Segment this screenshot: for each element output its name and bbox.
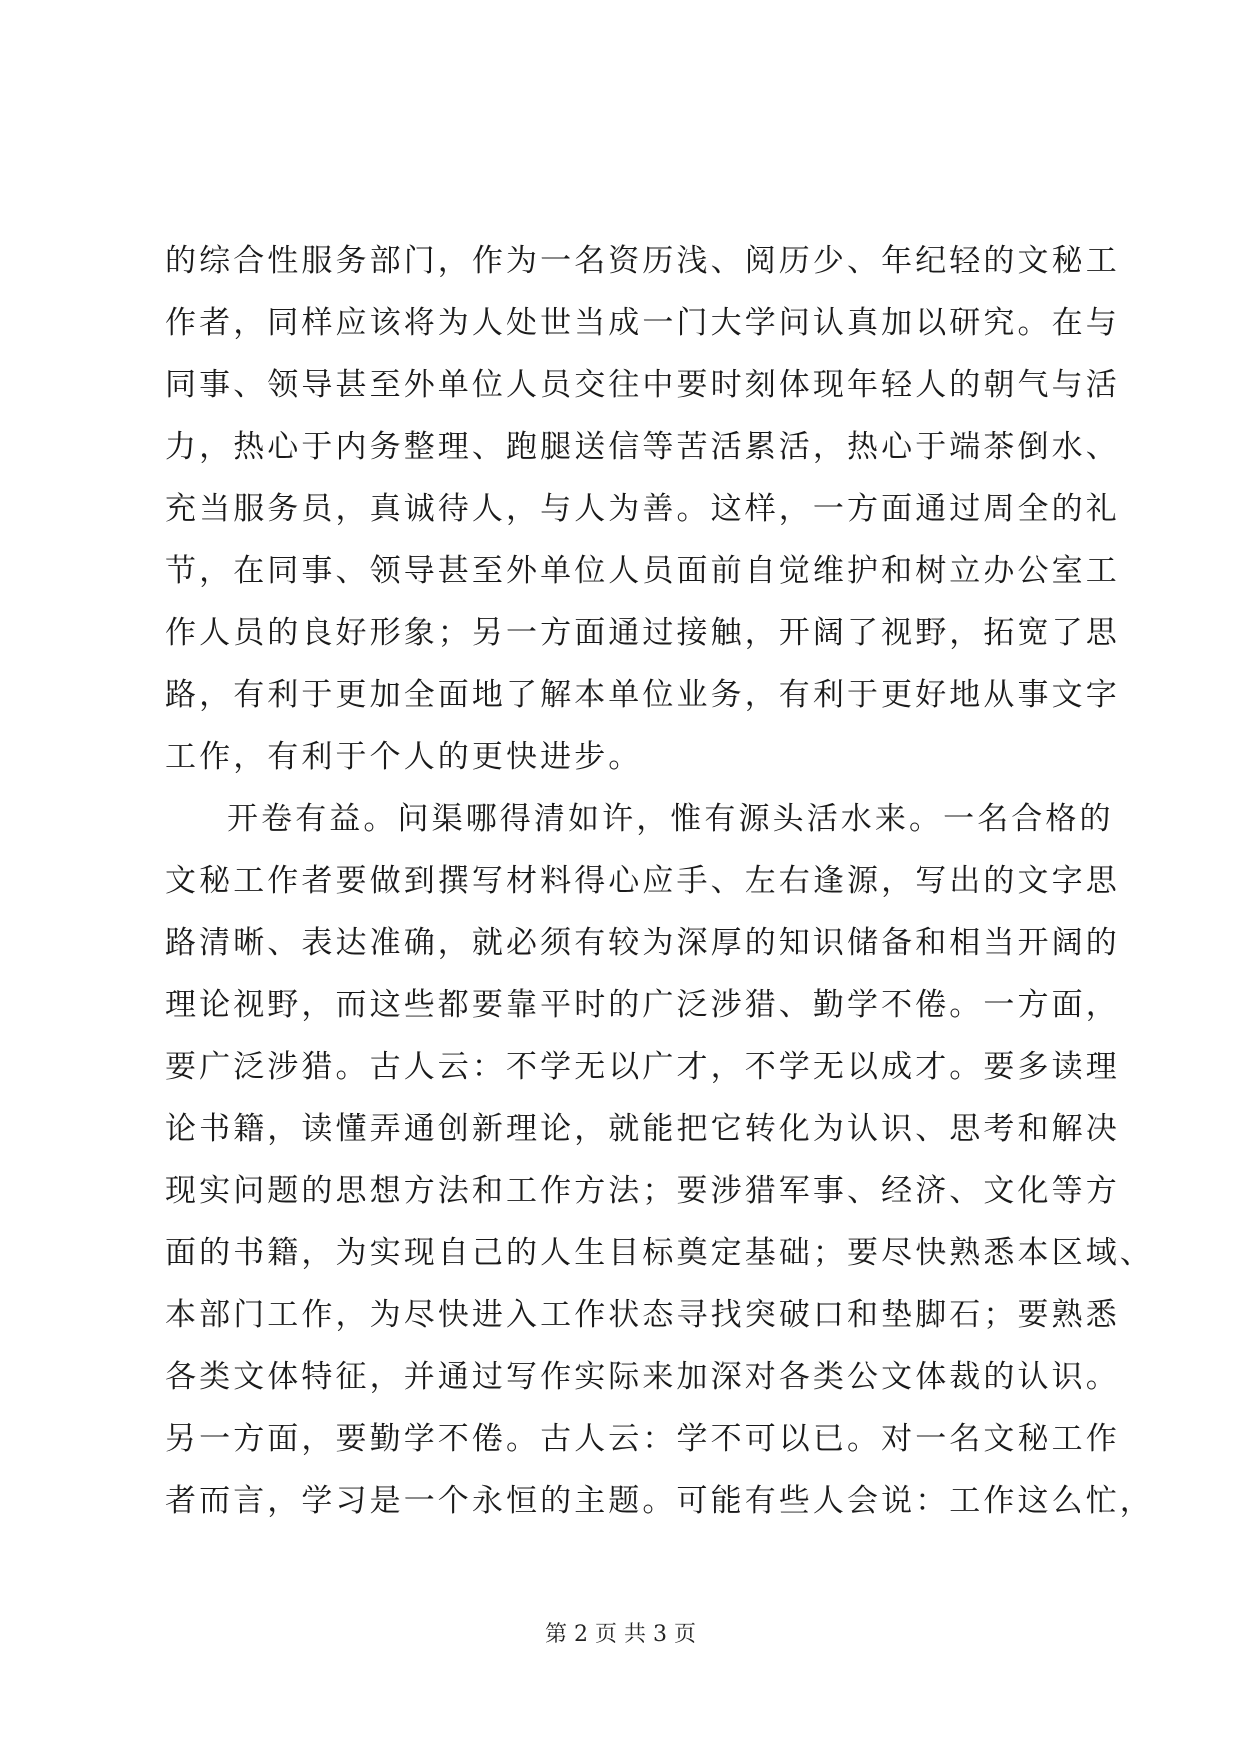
body-text [165,230,1154,1532]
text-line: 文秘工作者要做到撰写材料得心应手、左右逢源，写出的文字思 [165,863,1120,899]
paragraph-start-line: 开卷有益。问渠哪得清如许，惟有源头活水来。一名合格的 [227,801,1114,837]
text-line: 工作，有利于个人的更快进步。 [165,739,643,775]
text-line: 要广泛涉猎。古人云：不学无以广才，不学无以成才。要多读理 [165,1049,1120,1085]
text-line: 的综合性服务部门，作为一名资历浅、阅历少、年纪轻的文秘工 [165,243,1120,279]
text-line: 力，热心于内务整理、跑腿送信等苦活累活，热心于端茶倒水、 [165,429,1120,465]
text-line: 路，有利于更加全面地了解本单位业务，有利于更好地从事文字 [165,677,1120,713]
text-line: 作人员的良好形象；另一方面通过接触，开阔了视野，拓宽了思 [165,615,1120,651]
text-line: 面的书籍，为实现自己的人生目标奠定基础；要尽快熟悉本区域、 [165,1235,1154,1271]
page-number-footer: 第 2 页 共 3 页 [545,1622,696,1647]
text-line: 本部门工作，为尽快进入工作状态寻找突破口和垫脚石；要熟悉 [165,1297,1120,1333]
text-line: 同事、领导甚至外单位人员交往中要时刻体现年轻人的朝气与活 [165,367,1120,403]
text-line: 作者，同样应该将为人处世当成一门大学问认真加以研究。在与 [165,305,1120,341]
text-line: 论书籍，读懂弄通创新理论，就能把它转化为认识、思考和解决 [165,1111,1120,1147]
text-line: 各类文体特征，并通过写作实际来加深对各类公文体裁的认识。 [165,1359,1120,1395]
text-line: 路清晰、表达准确，就必须有较为深厚的知识储备和相当开阔的 [165,925,1120,961]
text-line: 另一方面，要勤学不倦。古人云：学不可以已。对一名文秘工作 [165,1421,1120,1457]
text-line: 现实问题的思想方法和工作方法；要涉猎军事、经济、文化等方 [165,1173,1120,1209]
text-line: 理论视野，而这些都要靠平时的广泛涉猎、勤学不倦。一方面， [165,987,1120,1023]
text-line: 者而言，学习是一个永恒的主题。可能有些人会说：工作这么忙， [165,1483,1154,1519]
text-line: 节，在同事、领导甚至外单位人员面前自觉维护和树立办公室工 [165,553,1120,589]
text-line: 充当服务员，真诚待人，与人为善。这样，一方面通过周全的礼 [165,491,1120,527]
